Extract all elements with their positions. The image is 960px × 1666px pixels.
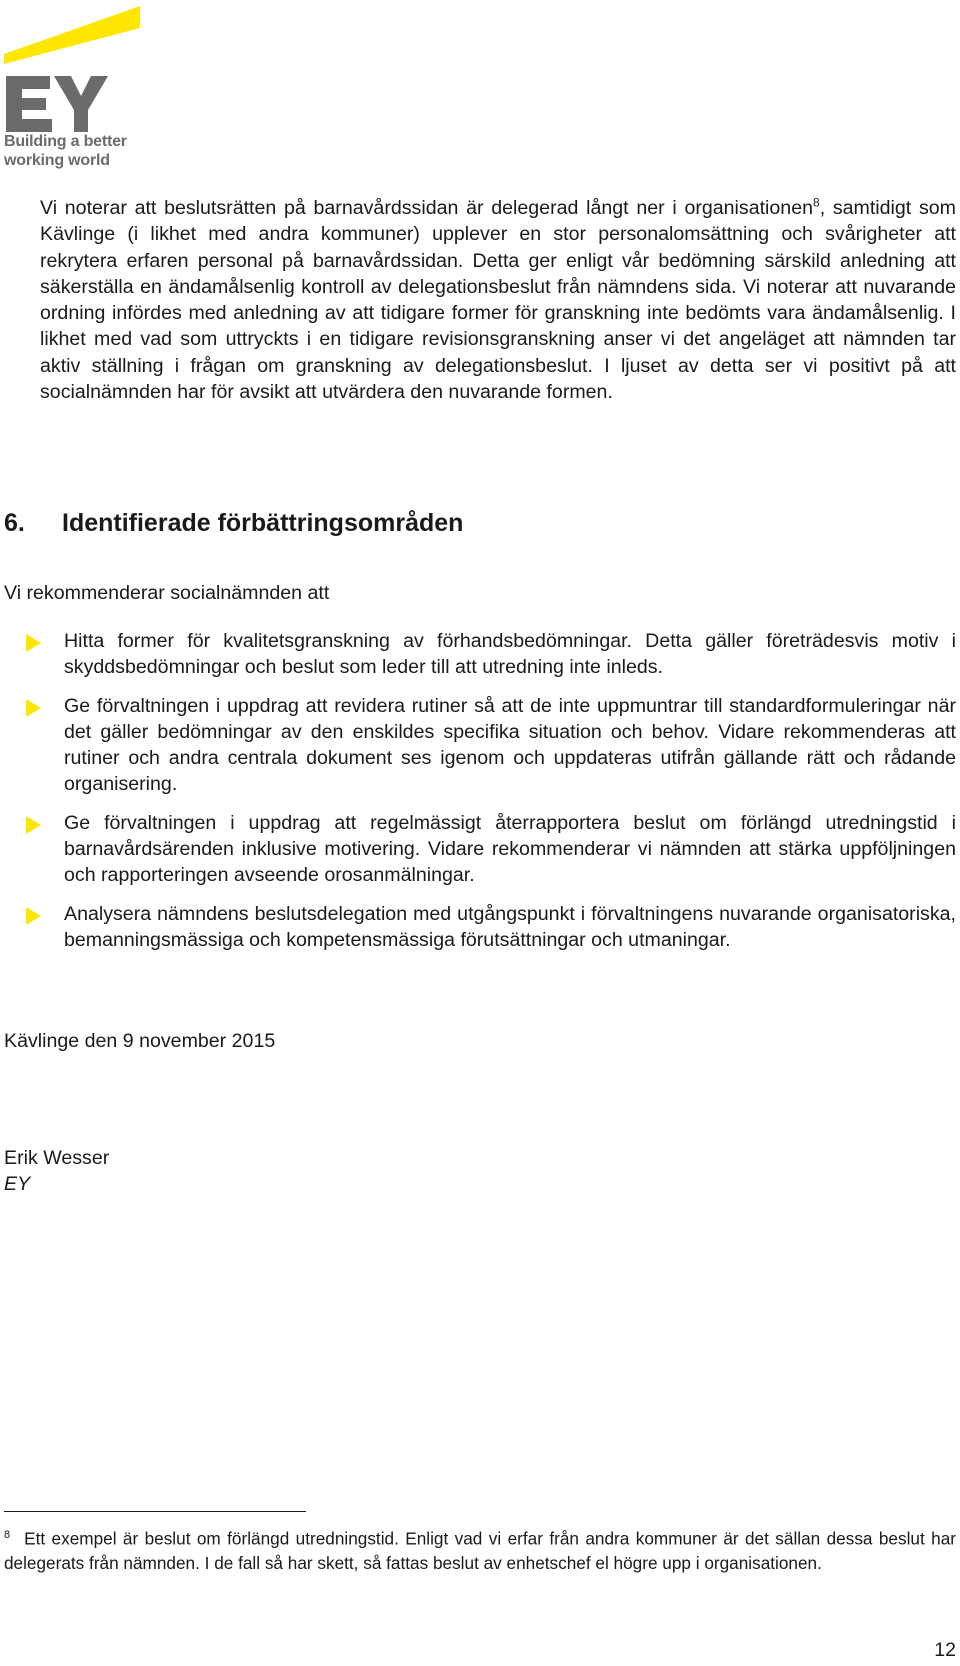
body-paragraph <box>40 195 956 405</box>
signer-organization: EY <box>4 1173 31 1195</box>
triangle-bullet-icon <box>26 699 41 717</box>
logo-tagline-line-2: working world <box>4 152 110 169</box>
recommendation-item <box>0 810 956 889</box>
recommendations-intro: Vi rekommenderar socialnämnden att <box>4 582 330 604</box>
ey-logo-beam <box>4 6 140 64</box>
recommendation-item <box>0 693 956 798</box>
footnote-text: Ett exempel är beslut om förlängd utredningstid. Enligt vad vi erfar från andra kommuner är det sällan dessa beslut har delegerats från nämnden. I de fall så har skett, så fattas beslut av enhetschef el högre upp i organisationen. <box>4 1528 956 1573</box>
triangle-bullet-icon <box>26 634 41 652</box>
body-paragraph-part-1: Vi noterar att beslutsrätten på barnavårdssidan är delegerad långt ner i organisationen <box>40 197 813 219</box>
footnote-reference: 8 <box>813 195 820 210</box>
recommendation-text: Analysera nämndens beslutsdelegation med utgångspunkt i förvaltningens nuvarande organisatoriska, bemanningsmässiga och kompetensmässiga förutsättningar och utmaningar. <box>64 902 956 951</box>
recommendation-text: Hitta former för kvalitetsgranskning av förhandsbedömningar. Detta gäller företrädesvis motiv i skyddsbedömningar och beslut som leder till att utredning inte inleds. <box>64 630 956 679</box>
logo-tagline <box>4 132 154 170</box>
recommendation-text: Ge förvaltningen i uppdrag att regelmässigt återrapportera beslut om förlängd utredningstid i barnavårdsärenden inklusive motivering. Vidare rekommenderar vi nämnden att stärka uppföljningen och rapporteringen avseende orosanmälningar. <box>64 811 956 887</box>
body-paragraph-part-2: , samtidigt som Kävlinge (i likhet med andra kommuner) upplever en stor personalomsättning och svårigheter att rekrytera erfaren personal på barnavårdssidan. Detta ger enligt vår bedömning särskild anledning att säkerställa en ändamålsenlig kontroll av delegationsbeslut från nämndens sida. Vi noterar att nuvarande ordning infördes med anledning av att tidigare former för granskning inte bedömts vara ändamålsenlig. I likhet med vad som uttryckts i en tidigare revisionsgranskning anser vi det angeläget att nämnden tar aktiv ställning i frågan om granskning av delegationsbeslut. I ljuset av detta ser vi positivt på att socialnämnden har för avsikt att utvärdera den nuvarande formen. <box>40 197 956 404</box>
footnote <box>4 1523 956 1575</box>
triangle-bullet-icon <box>26 907 41 925</box>
recommendation-item <box>0 628 956 681</box>
footnote-marker: 8 <box>4 1529 11 1541</box>
footnote-divider <box>4 1511 306 1512</box>
triangle-bullet-icon <box>26 816 41 834</box>
section-heading <box>4 508 463 538</box>
date-line: Kävlinge den 9 november 2015 <box>4 1030 276 1052</box>
ey-logo-mark <box>4 6 154 136</box>
recommendation-item <box>0 901 956 954</box>
logo-tagline-line-1: Building a better <box>4 133 127 150</box>
ey-logo-letter-e <box>6 76 52 132</box>
signer-name: Erik Wesser <box>4 1147 110 1169</box>
page-number: 12 <box>934 1639 956 1661</box>
ey-logo-letter-y <box>54 76 108 132</box>
recommendations-list <box>0 628 960 965</box>
recommendation-text: Ge förvaltningen i uppdrag att revidera rutiner så att de inte uppmuntrar till standardformuleringar när det gäller bedömningar av den enskildes specifika situation och behov. Vidare rekommenderas att rutiner och andra centrala dokument ses igenom och uppdateras utifrån gällande rätt och rådande organisering. <box>64 694 956 796</box>
section-number: 6. <box>4 509 25 537</box>
section-title: Identifierade förbättringsområden <box>62 509 464 537</box>
